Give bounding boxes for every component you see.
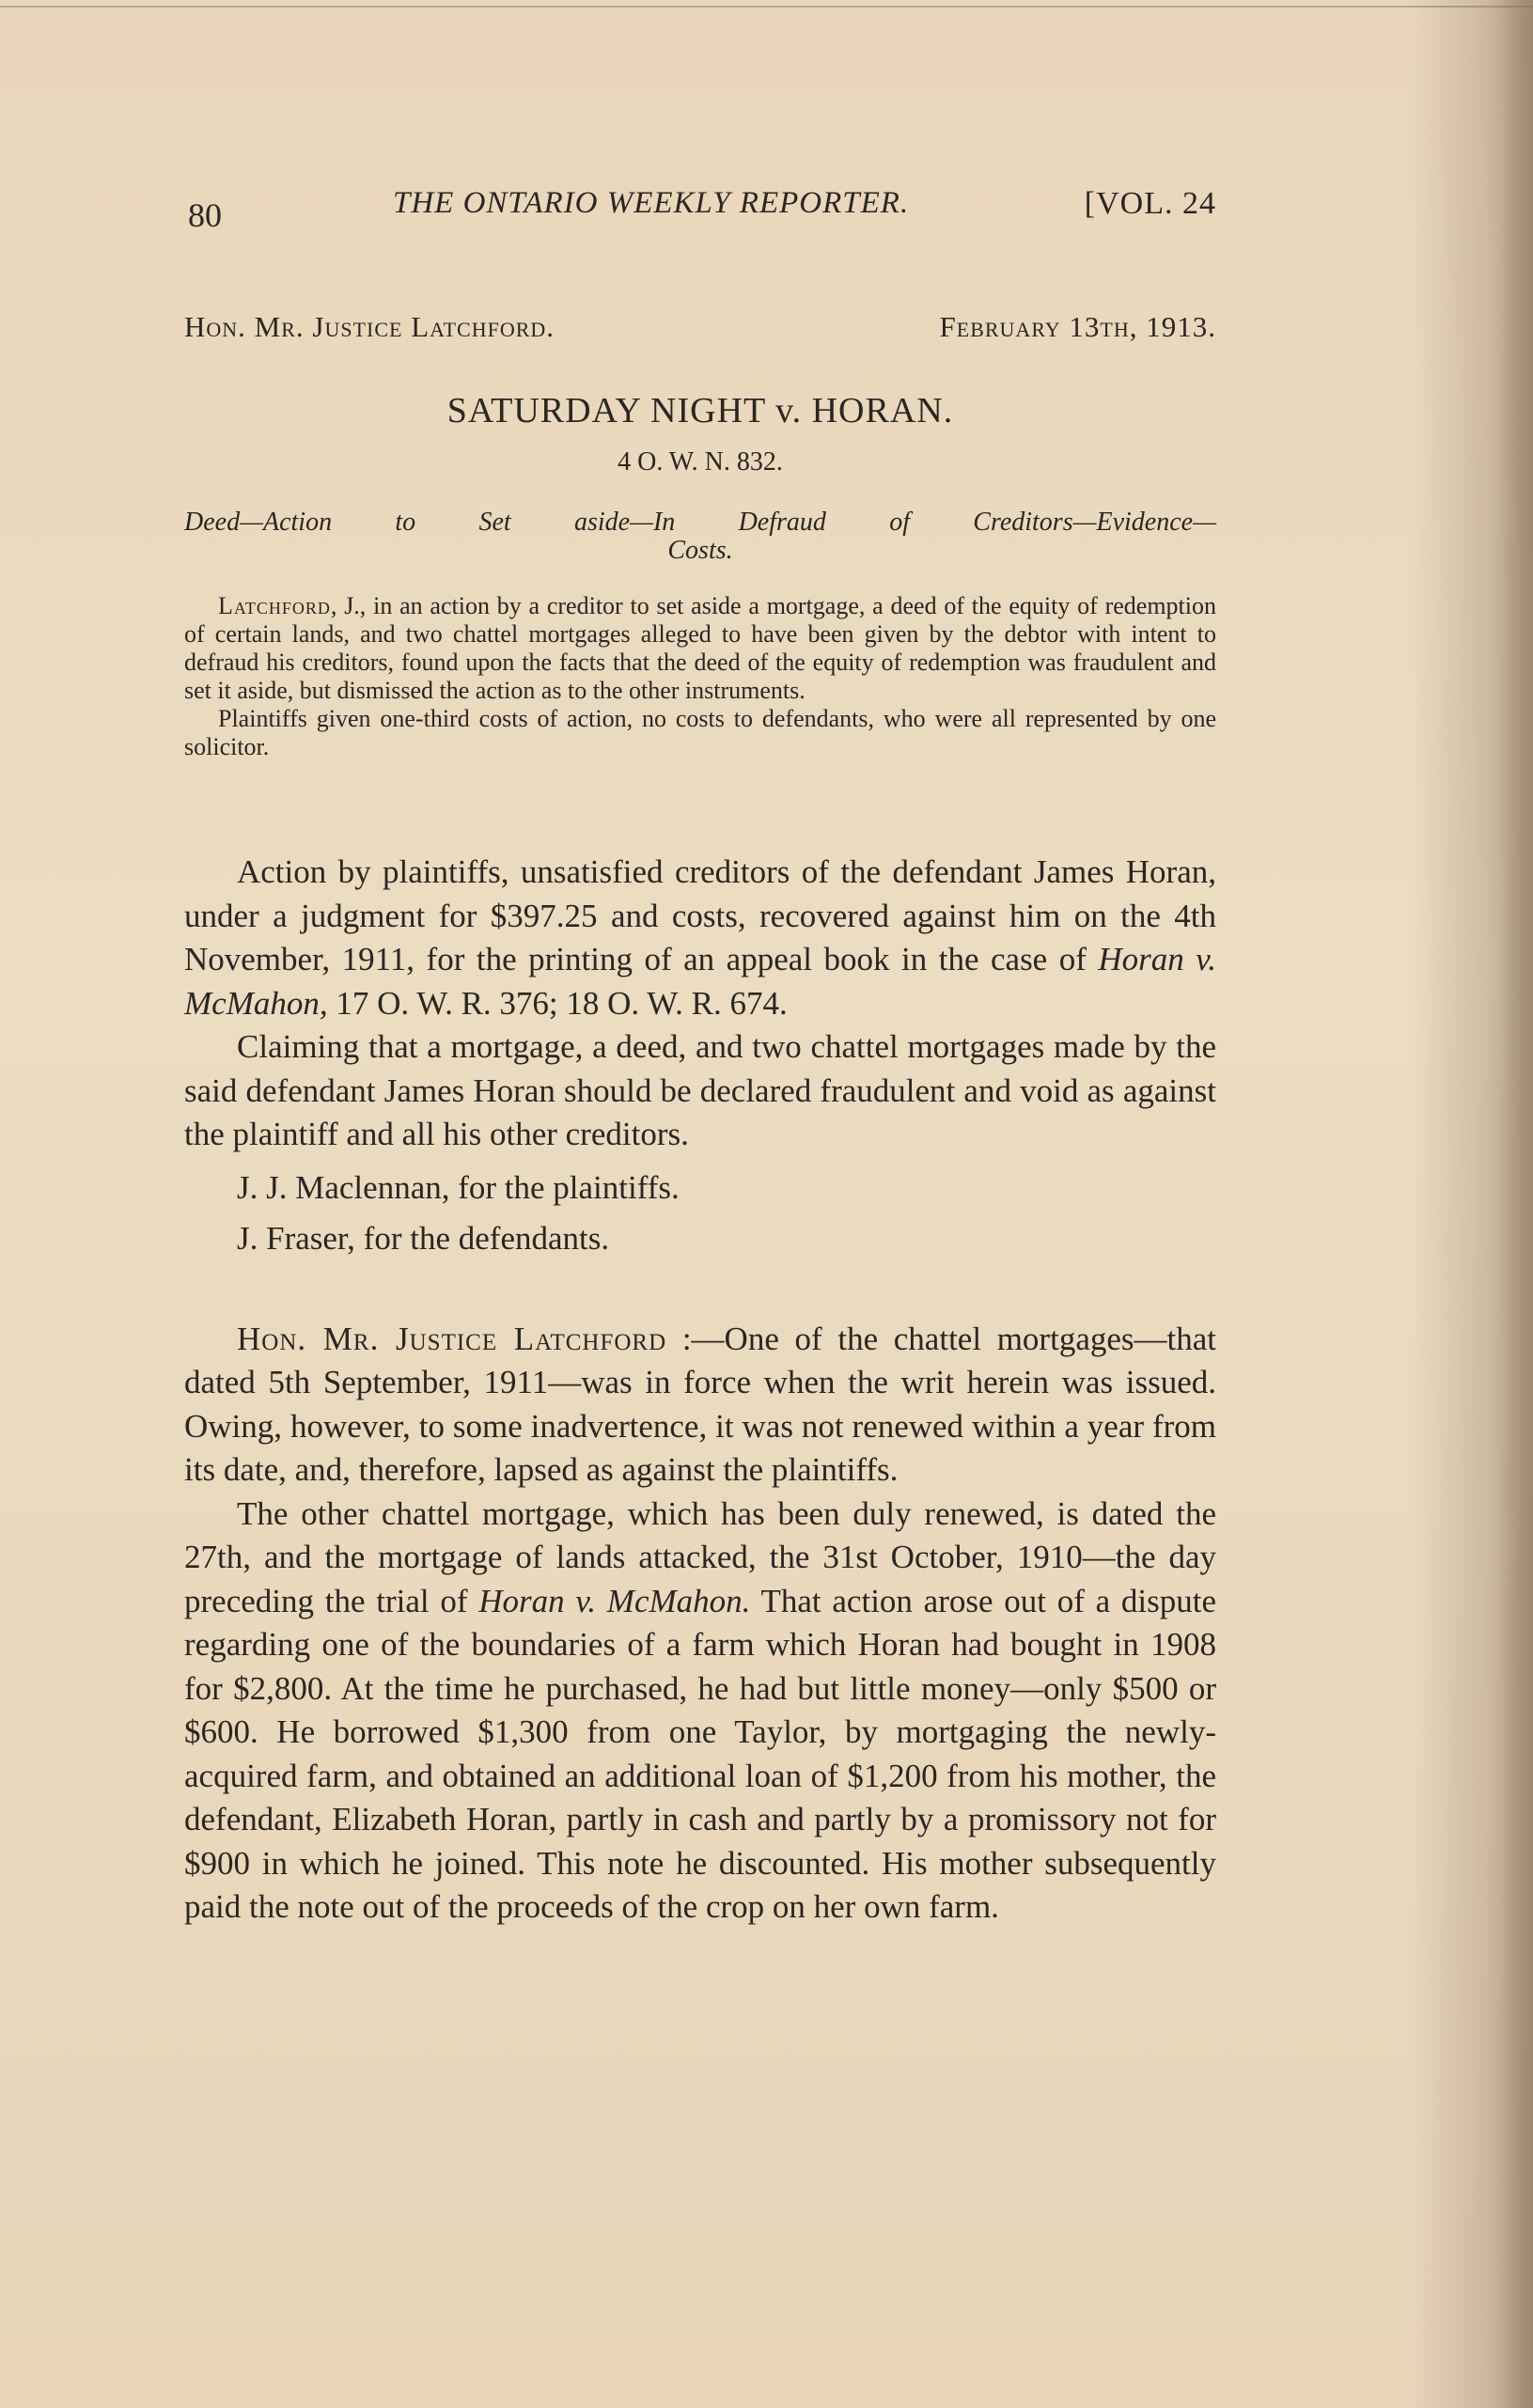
- body-paragraph-2: Claiming that a mortgage, a deed, and two chattel mortgages made by the said defendant James Horan should be declared fraudulent and void as against the plaintiff and all his other creditors.: [184, 1028, 1216, 1152]
- catchwords: [184, 508, 1216, 565]
- page-binding-shadow: [1499, 0, 1533, 2408]
- judgment-paragraph-2: [184, 1493, 1216, 1930]
- body-paragraph-1: [184, 851, 1216, 1025]
- counsel-defendants: J. Fraser, for the defendants.: [237, 1220, 610, 1257]
- headnote-paragraph-1: [184, 592, 1216, 705]
- counsel-plaintiffs: J. J. Maclennan, for the plaintiffs.: [237, 1168, 680, 1206]
- judgment-text-1: :—One of the chattel mortgages—that dated 5th September, 1911—was in force when the writ herein was issued. Owing, however, to some inadvertence, it was not renewed within a year from its date, and, therefore, lapsed as against the plaintiffs.: [184, 1320, 1216, 1488]
- judgment-judge-name: Hon. Mr. Justice Latchford: [237, 1320, 667, 1357]
- headnote-paragraph-2: Plaintiffs given one-third costs of action, no costs to defendants, who were all represented by one solicitor.: [184, 705, 1216, 760]
- journal-title: THE ONTARIO WEEKLY REPORTER.: [393, 186, 910, 220]
- case-reference-horan-v-mcmahon-2: Horan v. McMahon.: [478, 1582, 751, 1619]
- body-p4-text-a: The other chattel mortgage, which has been duly renewed, is dated the 27th, and the mortgage of lands attacked, the 31st October, 1910—the day preceding the trial of: [184, 1494, 1216, 1619]
- headnote-text-1: , J., in an action by a creditor to set aside a mortgage, a deed of the equity of redemption of certain lands, and two chattel mortgages alleged to have been given by the debtor with intent to defraud his creditors, found upon the facts that the deed of the equity of redemption was fraudulent and set it aside, but dismissed the action as to the other instruments.: [184, 592, 1216, 704]
- body-text: [184, 851, 1216, 1930]
- judge-name: Hon. Mr. Justice Latchford.: [184, 310, 555, 343]
- catchwords-line-2: Costs.: [667, 536, 733, 565]
- judgment-paragraph-1: [184, 1318, 1216, 1493]
- body-p4-text-b: That action arose out of a dispute regarding one of the boundaries of a farm which Horan had bought in 1908 for $2,800. At the time he purchased, he had but little money—only $500 or $600. He borrowed $1,300 from one Taylor, by mortgaging the newly-acquired farm, and obtained an additional loan of $1,200 from his mother, the defendant, Elizabeth Horan, partly in cash and partly by a promissory not for $900 in which he joined. This note he discounted. His mother subsequently paid the note out of the proceeds of the crop on her own farm.: [184, 1582, 1216, 1925]
- headnote-judge-name: Latchford: [218, 592, 331, 619]
- volume-number: [VOL. 24: [1084, 186, 1216, 221]
- decision-date: February 13th, 1913.: [939, 310, 1216, 343]
- headnote: [184, 592, 1216, 761]
- page-number: 80: [188, 196, 222, 234]
- top-edge-rule: [0, 6, 1533, 8]
- case-title: SATURDAY NIGHT v. HORAN.: [446, 391, 954, 430]
- catchwords-line-1: Deed—Action to Set aside—In Defraud of Creditors—Evidence—: [184, 508, 1216, 537]
- case-citation: 4 O. W. N. 832.: [618, 447, 783, 477]
- judge-line: [184, 310, 1216, 352]
- body-p1-text-b: 17 O. W. R. 376; 18 O. W. R. 674.: [327, 984, 788, 1022]
- body-p1-text-a: Action by plaintiffs, unsatisfied creditors of the defendant James Horan, under a judgment for $397.25 and costs, recovered against him on the 4th November, 1911, for the printing of an appeal book in the case of: [184, 853, 1216, 977]
- running-head: [184, 186, 1216, 233]
- case-reference-horan-v-mcmahon: Horan v. McMahon,: [184, 941, 1216, 1022]
